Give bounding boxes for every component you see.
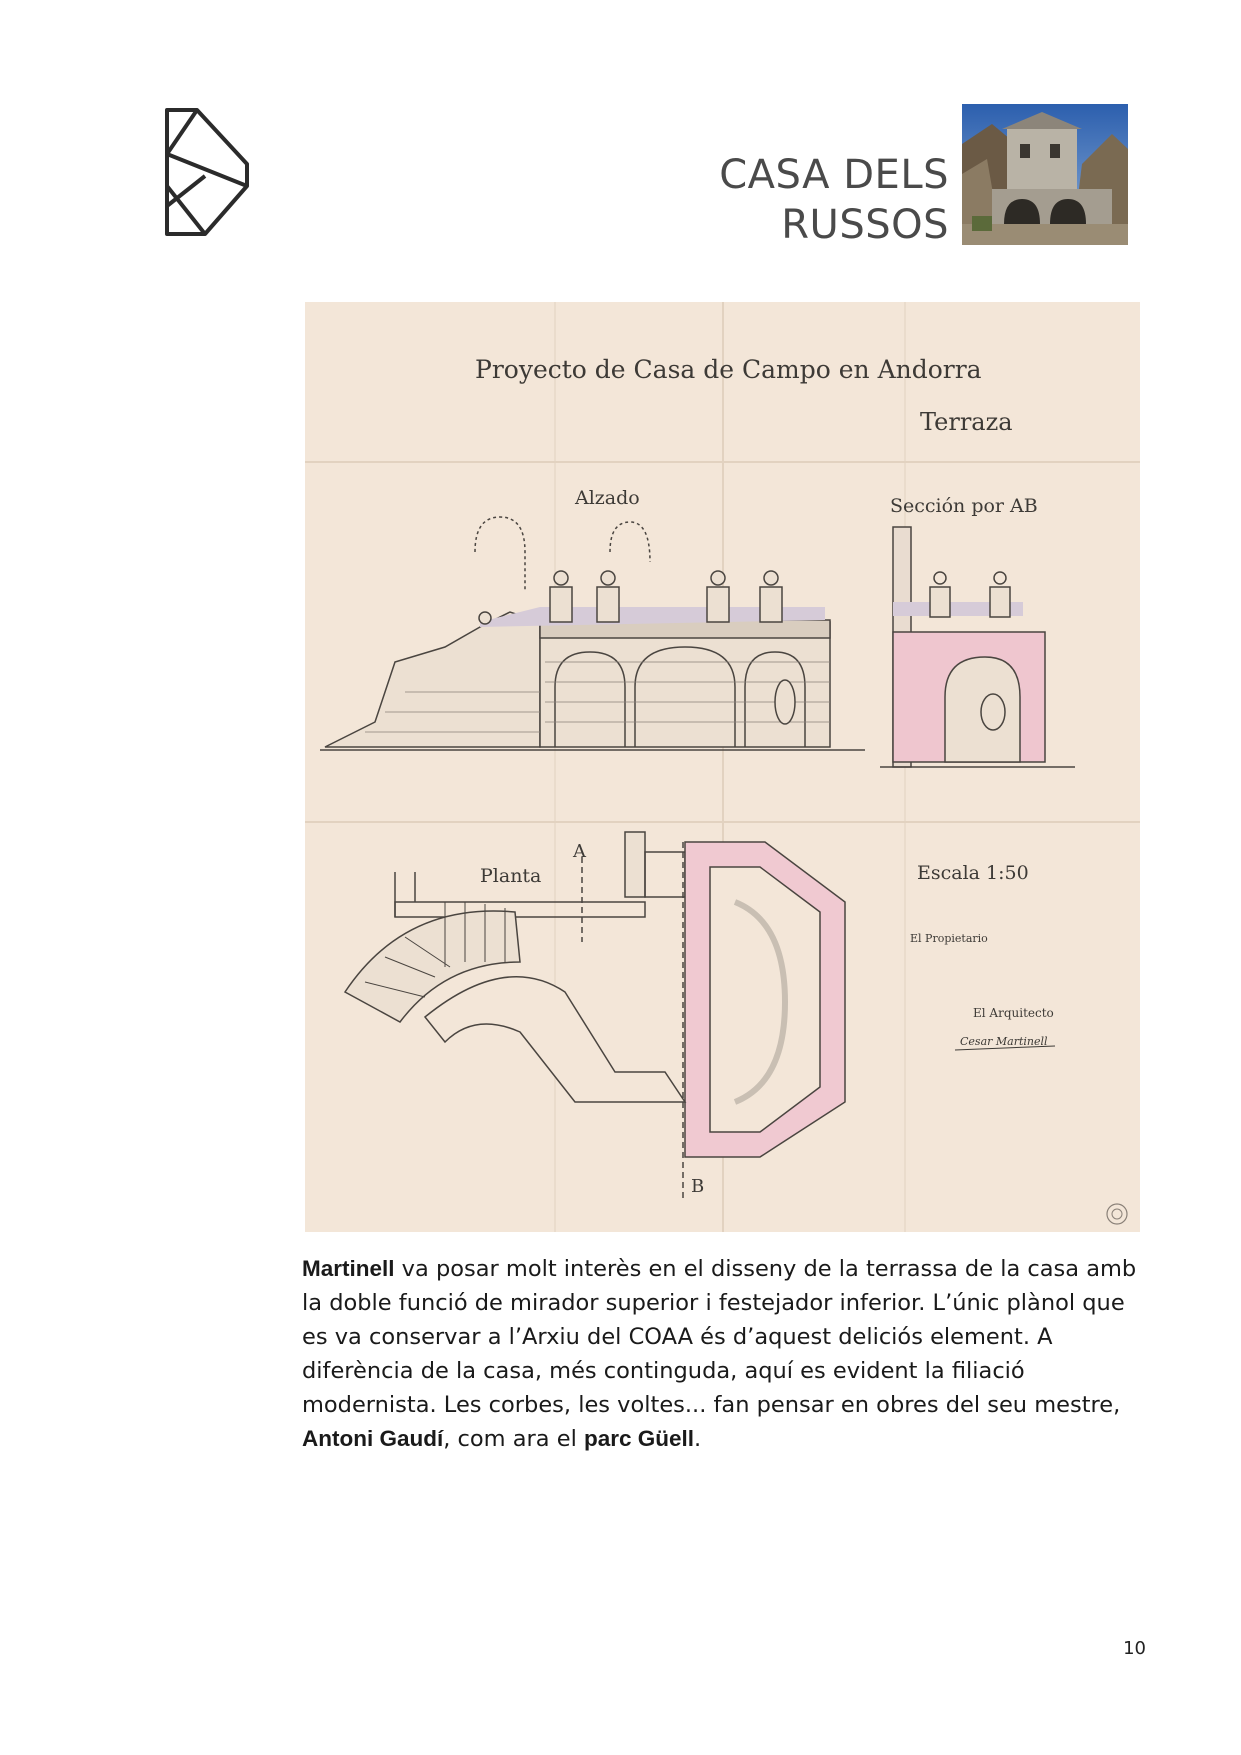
house-photo [962,104,1128,245]
elevation-drawing [320,517,865,750]
caption-bold-parc-guell: parc Güell [583,1426,695,1451]
title-line-2: RUSSOS [781,202,949,248]
title-line-1: CASA DELS [719,152,949,198]
page-number: 10 [1123,1638,1146,1659]
archive-stamp [1107,1204,1127,1224]
page-title [719,150,949,250]
architect-signature: Cesar Martinell [960,1035,1048,1048]
architect-label: El Arquitecto [973,1006,1054,1020]
caption-text-2: , com ara el [443,1426,584,1452]
logo [163,106,259,238]
caption-paragraph [302,1252,1144,1456]
marker-b: B [691,1176,705,1197]
floor-label: Planta [480,865,542,887]
architectural-plan [305,302,1140,1232]
owner-label: El Propietario [910,932,988,945]
floor-plan-drawing [345,832,845,1202]
scale-label: Escala 1:50 [917,862,1029,884]
section-drawing [880,527,1075,767]
caption-text-3: . [694,1426,702,1452]
caption-bold-gaudi: Antoni Gaudí [302,1426,444,1451]
caption-text-1: va posar molt interès en el disseny de la terrassa de la casa amb la doble funció de mirador superior i festejador inferior. L’únic plànol que es va conservar a l’Arxiu del COAA és d’aquest deliciós element. A diferència de la casa, més continguda, aquí es evident la filiació modernista. Les corbes, les voltes... fan pensar en obres del seu mestre, [302,1256,1137,1418]
plan-subtitle: Terraza [920,408,1013,436]
elevation-label: Alzado [575,487,640,509]
section-label: Sección por AB [890,495,1038,517]
caption-bold-martinell: Martinell [302,1256,395,1281]
marker-a: A [573,841,586,862]
plan-title: Proyecto de Casa de Campo en Andorra [475,355,982,384]
